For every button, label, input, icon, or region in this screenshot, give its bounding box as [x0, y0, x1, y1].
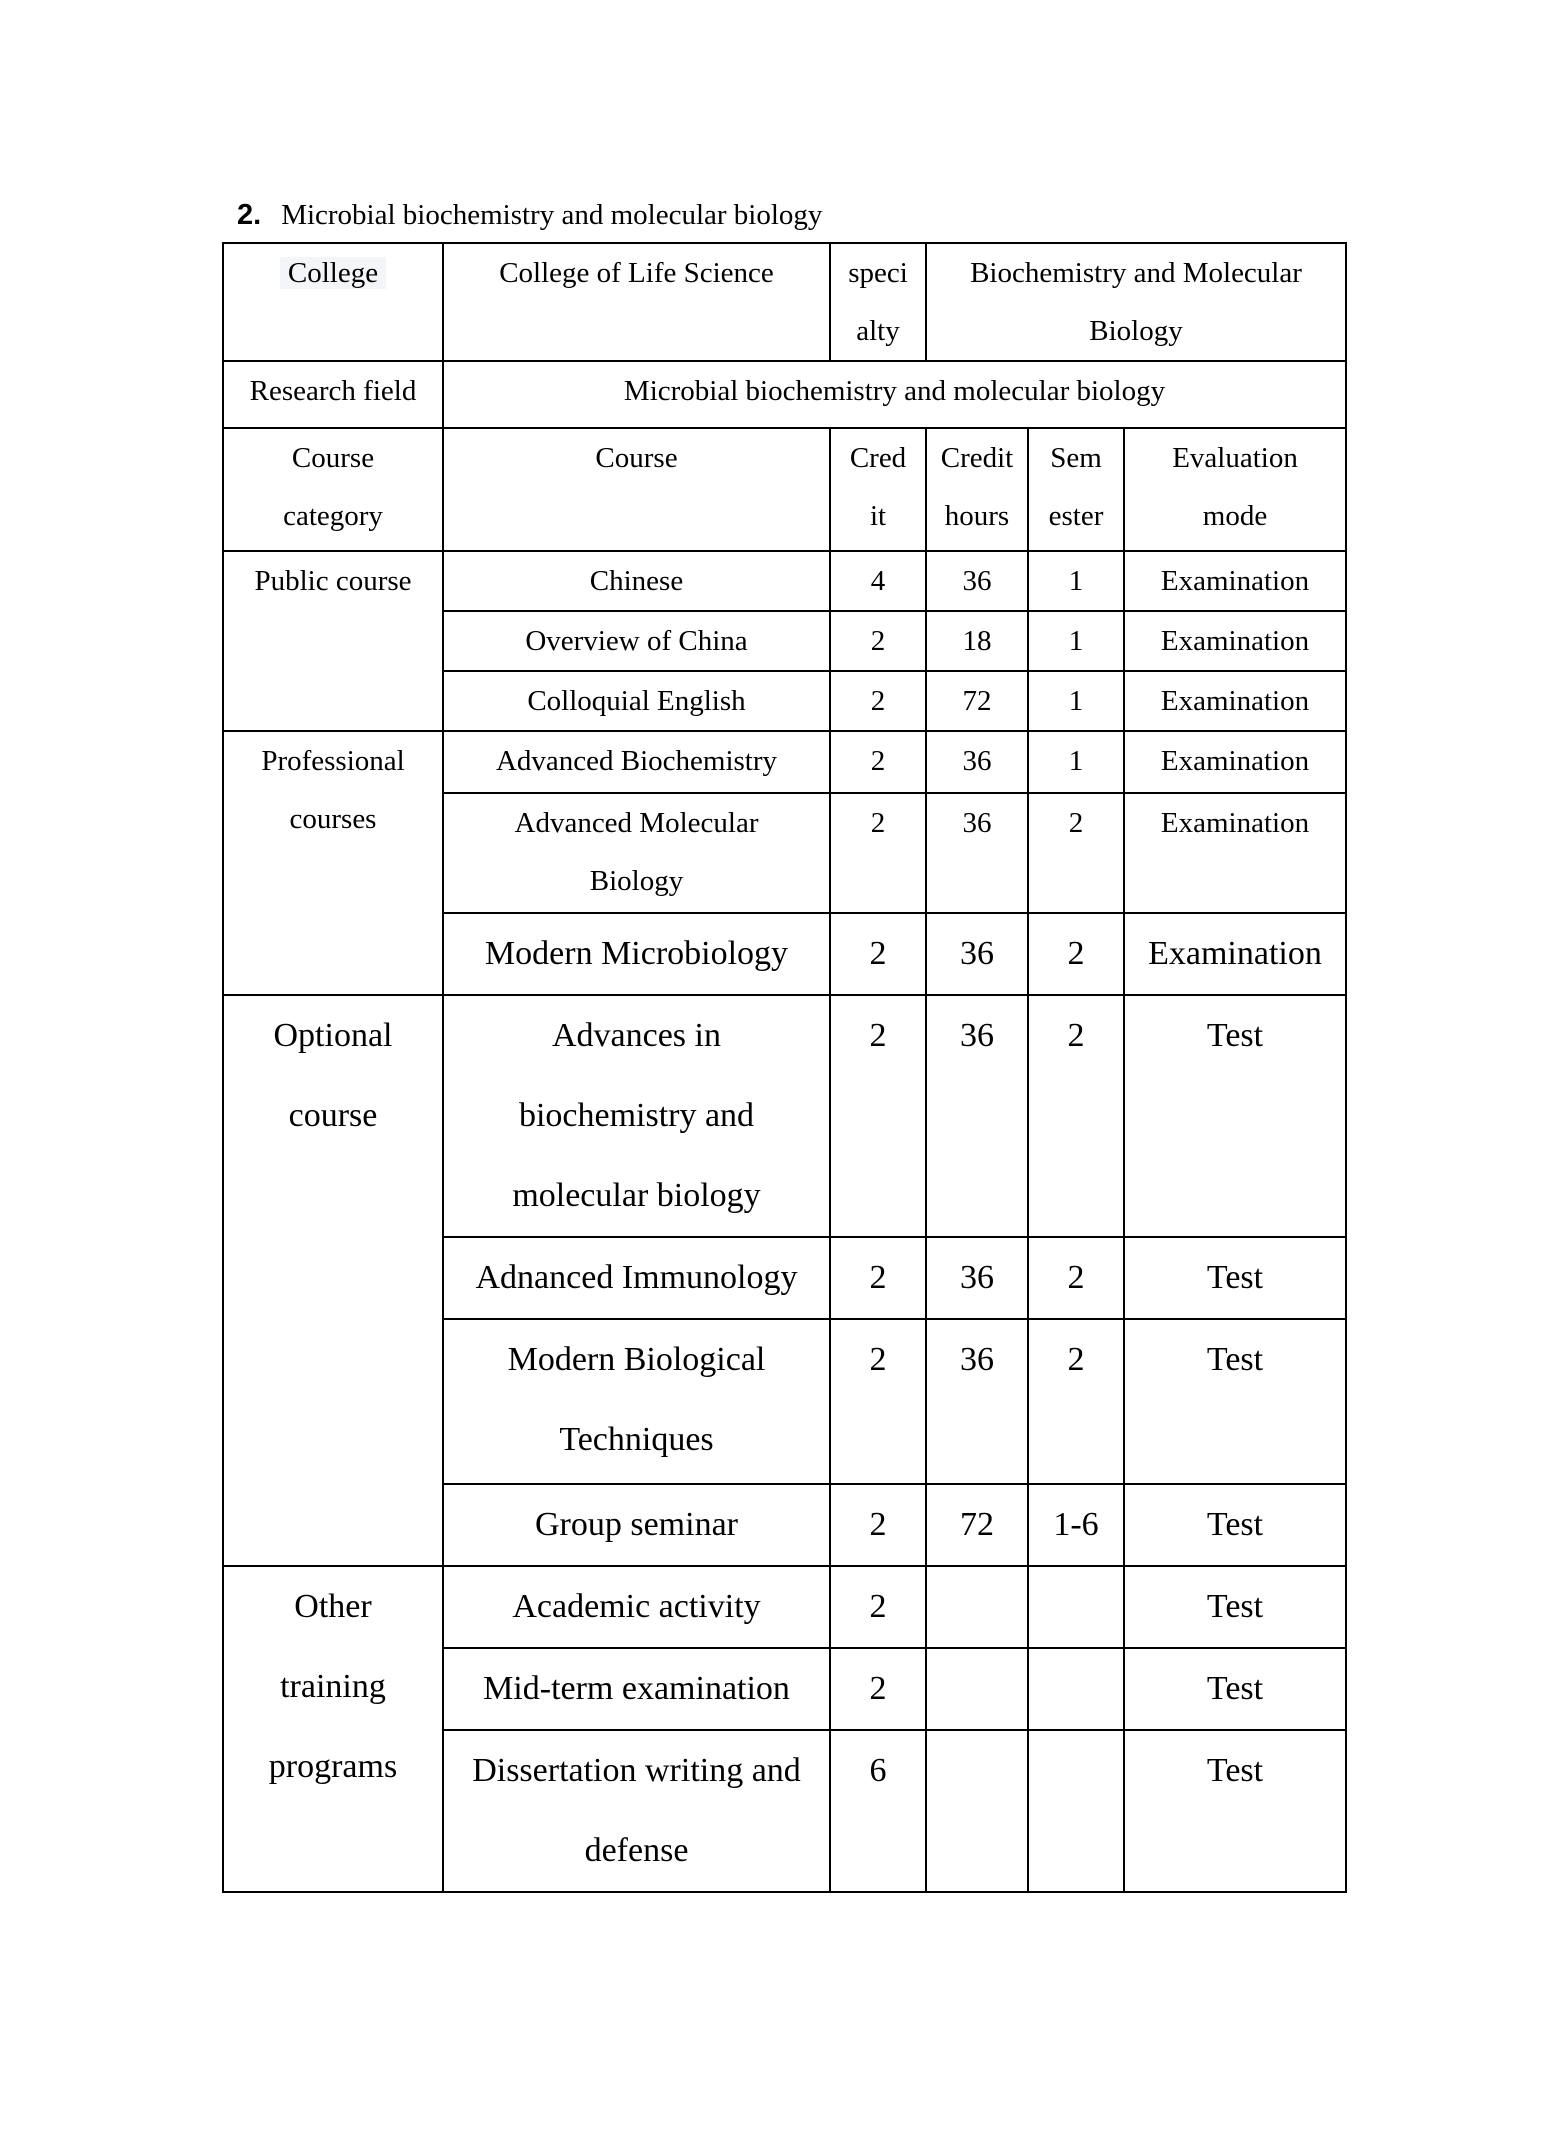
- course-name-cell: Colloquial English: [443, 671, 830, 731]
- text-line: Optional: [273, 1017, 393, 1054]
- semester-cell: 1: [1028, 611, 1124, 671]
- text-line: category: [283, 500, 383, 532]
- text-line: training: [280, 1668, 386, 1705]
- credit-cell: 2: [830, 611, 926, 671]
- credit-cell: 2: [830, 913, 926, 995]
- table-row-course: [223, 995, 1346, 1237]
- semester-cell: 2: [1028, 995, 1124, 1237]
- header-credit: [830, 428, 926, 551]
- header-course: Course: [443, 428, 830, 551]
- text-line: Credit: [940, 442, 1014, 474]
- text-line: Advanced Molecular: [514, 807, 759, 839]
- evaluation-cell: Test: [1124, 1484, 1346, 1566]
- text-line: programs: [268, 1748, 398, 1785]
- header-credit-hours: [926, 428, 1028, 551]
- course-name-cell: Modern Microbiology: [443, 913, 830, 995]
- research-field-label-cell: Research field: [223, 361, 443, 428]
- text-line: hours: [944, 500, 1010, 532]
- text-line: Course: [291, 442, 375, 474]
- text-line: Professional: [261, 745, 405, 777]
- text-line: Public course: [254, 565, 412, 597]
- credit-cell: 6: [830, 1730, 926, 1892]
- credit-hours-cell: 72: [926, 671, 1028, 731]
- text-line: Evaluation: [1172, 442, 1298, 474]
- semester-cell: 2: [1028, 1319, 1124, 1484]
- text-line: Advances in: [551, 1017, 721, 1054]
- section-heading: [237, 196, 822, 234]
- header-course-category: [223, 428, 443, 551]
- evaluation-cell: Test: [1124, 1237, 1346, 1319]
- credit-cell: 4: [830, 551, 926, 611]
- semester-cell: [1028, 1730, 1124, 1892]
- semester-cell: 2: [1028, 913, 1124, 995]
- section-label-public-course: [223, 551, 443, 731]
- section-label-professional-courses: [223, 731, 443, 995]
- credit-cell: 2: [830, 1566, 926, 1648]
- semester-cell: [1028, 1648, 1124, 1730]
- course-name-cell: Overview of China: [443, 611, 830, 671]
- credit-hours-cell: 36: [926, 793, 1028, 913]
- text-line: ester: [1048, 500, 1104, 532]
- heading-title: Microbial biochemistry and molecular biology: [281, 199, 823, 231]
- course-name-cell: Adnanced Immunology: [443, 1237, 830, 1319]
- research-field-value-cell: Microbial biochemistry and molecular biology: [443, 361, 1346, 428]
- text-line: speci: [848, 257, 908, 289]
- college-label-cell: [223, 243, 443, 361]
- credit-hours-cell: 36: [926, 995, 1028, 1237]
- header-evaluation-mode: [1124, 428, 1346, 551]
- text-line: courses: [289, 803, 377, 835]
- credit-cell: 2: [830, 995, 926, 1237]
- text-line: defense: [584, 1832, 689, 1869]
- table-row-course: [223, 551, 1346, 611]
- section-label-other-training-programs: [223, 1566, 443, 1892]
- course-name-cell: Academic activity: [443, 1566, 830, 1648]
- semester-cell: 1: [1028, 731, 1124, 793]
- text-line: mode: [1202, 500, 1268, 532]
- header-semester: [1028, 428, 1124, 551]
- credit-hours-cell: [926, 1566, 1028, 1648]
- credit-hours-cell: 36: [926, 551, 1028, 611]
- credit-cell: 2: [830, 1648, 926, 1730]
- evaluation-cell: Examination: [1124, 611, 1346, 671]
- credit-cell: 2: [830, 671, 926, 731]
- credit-cell: 2: [830, 793, 926, 913]
- course-name-cell: Group seminar: [443, 1484, 830, 1566]
- semester-cell: 2: [1028, 1237, 1124, 1319]
- table-row-column-headers: [223, 428, 1346, 551]
- text-line: Cred: [849, 442, 907, 474]
- credit-hours-cell: 36: [926, 913, 1028, 995]
- semester-cell: 1: [1028, 551, 1124, 611]
- semester-cell: 1-6: [1028, 1484, 1124, 1566]
- text-line: Other: [294, 1588, 372, 1625]
- evaluation-cell: Test: [1124, 1566, 1346, 1648]
- text-line: Biology: [1089, 315, 1183, 347]
- college-label: College: [280, 257, 386, 289]
- semester-cell: 1: [1028, 671, 1124, 731]
- semester-cell: 2: [1028, 793, 1124, 913]
- text-line: biochemistry and: [518, 1097, 755, 1134]
- course-name-cell: Chinese: [443, 551, 830, 611]
- credit-hours-cell: 36: [926, 1319, 1028, 1484]
- specialty-value-cell: [926, 243, 1346, 361]
- course-name-cell: [443, 995, 830, 1237]
- credit-cell: 2: [830, 1237, 926, 1319]
- text-line: course: [288, 1097, 378, 1134]
- credit-hours-cell: 72: [926, 1484, 1028, 1566]
- table-row-research-field: [223, 361, 1346, 428]
- credit-hours-cell: [926, 1648, 1028, 1730]
- course-name-cell: Mid-term examination: [443, 1648, 830, 1730]
- text-line: Biochemistry and Molecular: [970, 257, 1302, 289]
- course-name-cell: [443, 793, 830, 913]
- text-line: molecular biology: [512, 1177, 761, 1214]
- course-name-cell: Advanced Biochemistry: [443, 731, 830, 793]
- text-line: Biology: [589, 865, 684, 897]
- evaluation-cell: Test: [1124, 1730, 1346, 1892]
- text-line: Techniques: [559, 1421, 714, 1458]
- text-line: it: [869, 500, 887, 532]
- credit-cell: 2: [830, 731, 926, 793]
- text-line: Modern Biological: [507, 1341, 766, 1378]
- course-name-cell: [443, 1730, 830, 1892]
- credit-cell: 2: [830, 1319, 926, 1484]
- table-row-course: [223, 1566, 1346, 1648]
- evaluation-cell: Examination: [1124, 551, 1346, 611]
- college-value-cell: College of Life Science: [443, 243, 830, 361]
- credit-hours-cell: [926, 1730, 1028, 1892]
- text-line: Sem: [1050, 442, 1102, 474]
- evaluation-cell: Test: [1124, 1319, 1346, 1484]
- section-label-optional-course: [223, 995, 443, 1566]
- semester-cell: [1028, 1566, 1124, 1648]
- evaluation-cell: Examination: [1124, 913, 1346, 995]
- curriculum-table: [222, 242, 1347, 1893]
- credit-hours-cell: 36: [926, 731, 1028, 793]
- evaluation-cell: Examination: [1124, 671, 1346, 731]
- text-line: Dissertation writing and: [472, 1752, 801, 1789]
- evaluation-cell: Examination: [1124, 793, 1346, 913]
- credit-hours-cell: 18: [926, 611, 1028, 671]
- credit-hours-cell: 36: [926, 1237, 1028, 1319]
- specialty-label-cell: [830, 243, 926, 361]
- evaluation-cell: Test: [1124, 1648, 1346, 1730]
- credit-cell: 2: [830, 1484, 926, 1566]
- table-row-course: [223, 731, 1346, 793]
- course-name-cell: [443, 1319, 830, 1484]
- text-line: alty: [856, 315, 900, 347]
- evaluation-cell: Test: [1124, 995, 1346, 1237]
- table-row-college: [223, 243, 1346, 361]
- heading-number: 2.: [237, 199, 262, 231]
- evaluation-cell: Examination: [1124, 731, 1346, 793]
